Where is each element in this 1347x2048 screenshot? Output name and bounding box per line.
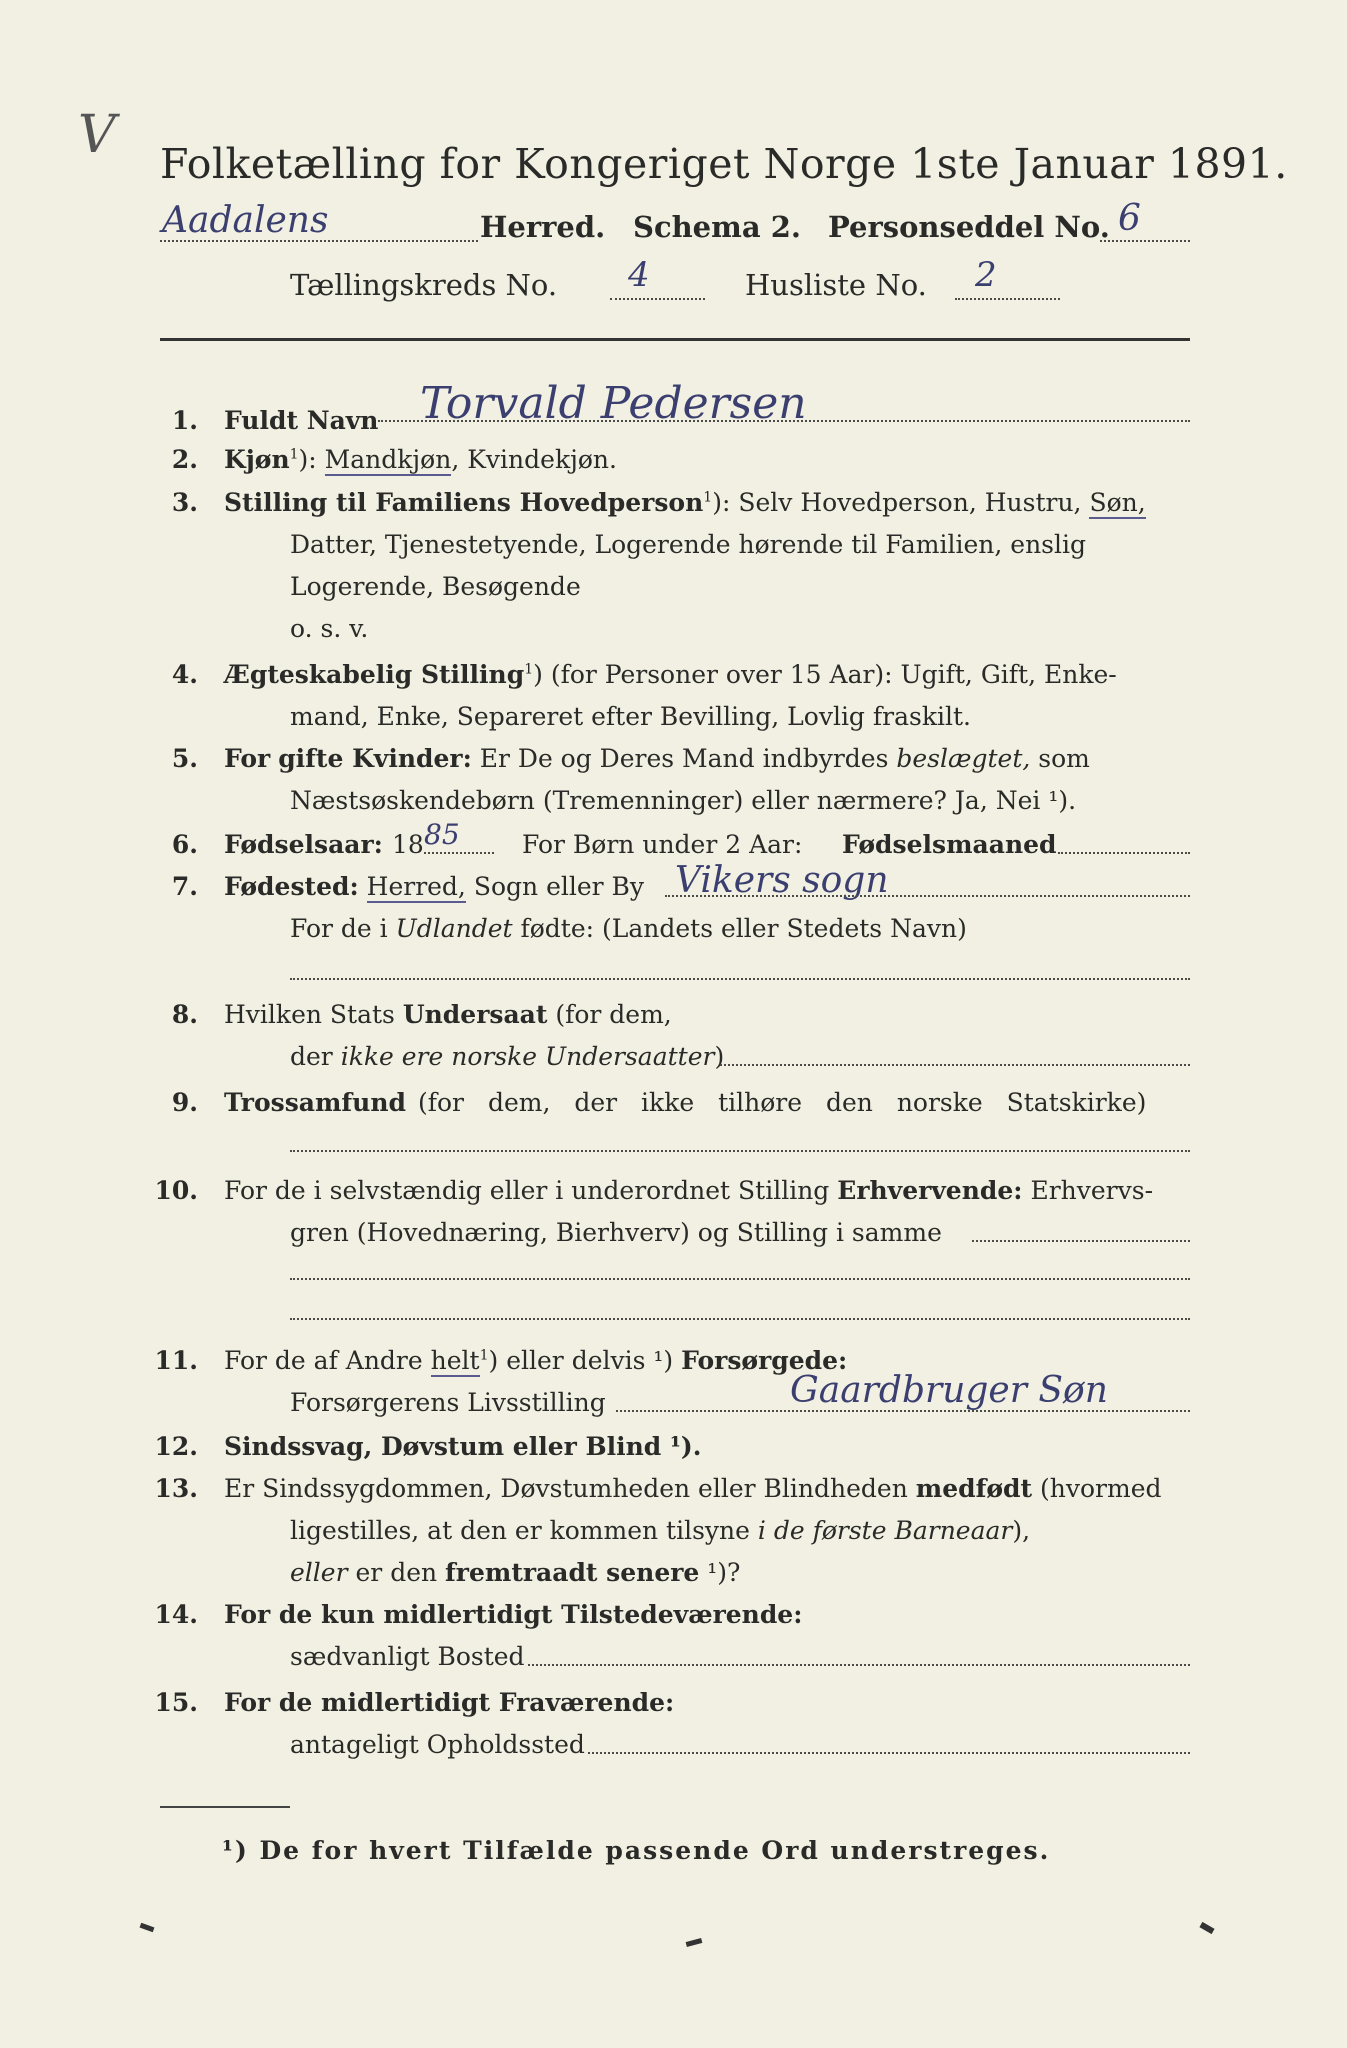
item-number-7: 7.: [171, 872, 198, 901]
q7-herred: Herred,: [366, 872, 466, 901]
q5-label-b: gifte Kvinder:: [278, 744, 472, 773]
q3-label: Stilling til Familiens Hovedperson: [224, 488, 704, 517]
q7-line2-italic: Udlandet: [395, 914, 513, 943]
q3-line4: o. s. v.: [290, 614, 369, 643]
q10-bold: Erhvervende:: [837, 1176, 1023, 1205]
q6-month-dotted-line: [1058, 852, 1190, 854]
item-number-5: 5.: [171, 744, 198, 773]
q11-provider-value: Gaardbruger Søn: [790, 1370, 1108, 1411]
item-number-12: 12.: [154, 1432, 198, 1461]
q7-line2-b: fødte: (Landets eller Stedets Navn): [520, 914, 967, 943]
q13-line2-a: ligestilles, at den er kommen tilsyne: [290, 1516, 750, 1545]
q13-line1-b: (hvormed: [1040, 1474, 1162, 1503]
q3-line2: Datter, Tjenestetyende, Logerende hørende til Familien, enslig: [290, 530, 1087, 559]
q13-line3-b: ¹)?: [707, 1558, 741, 1587]
item-number-9: 9.: [171, 1088, 198, 1117]
q9-dotted-line: [290, 1150, 1190, 1152]
personseddel-value: 6: [1118, 198, 1141, 239]
q8-line1-a: Hvilken Stats: [224, 1000, 395, 1029]
q7-birthplace-value: Vikers sogn: [675, 860, 889, 901]
item-number-11: 11.: [154, 1346, 198, 1375]
q4-line1-text: ) (for Personer over 15 Aar): Ugift, Gift, Enke-: [533, 660, 1117, 689]
q5-italic: beslægtet,: [896, 744, 1031, 773]
item-number-10: 10.: [154, 1176, 198, 1205]
item-number-2: 2.: [171, 445, 198, 474]
q12-text: Sindssvag, Døvstum eller Blind ¹).: [224, 1432, 702, 1461]
q13-line3-a: er den: [355, 1558, 438, 1587]
q8-line2: der ikke ere norske Undersaatter): [290, 1042, 725, 1071]
q7-label: Fødested:: [224, 872, 359, 901]
q11-line2: Forsørgerens Livsstilling: [290, 1388, 606, 1417]
q11-helt: helt: [430, 1346, 480, 1375]
q7-line1: [224, 872, 644, 901]
q15-dotted-line: [588, 1752, 1190, 1754]
q1-label: Fuldt Navn: [224, 406, 379, 435]
q7-rest: Sogn eller By: [473, 872, 645, 901]
item-number-1: 1.: [171, 406, 198, 435]
husliste-dotted-line: [955, 298, 1060, 300]
q6-year-value: 85: [424, 818, 460, 851]
q10-line1-text: For de i selvstændig eller i underordnet Stilling: [224, 1176, 830, 1205]
q5-end: som: [1038, 744, 1090, 773]
q6-end: Fødselsmaaned: [842, 830, 1057, 859]
kreds-label: Tællingskreds No.: [290, 268, 558, 302]
q13-line3-italic: eller: [290, 1558, 348, 1587]
q13-italic: i de første Barneaar: [757, 1516, 1013, 1545]
q11-line1: For de af Andre helt$^1$) eller delvis ¹) Forsørgede:: [224, 1346, 848, 1375]
q4-label: Ægteskabelig Stilling: [224, 660, 525, 689]
q1-dotted-line: [378, 420, 1190, 422]
q9-label: Trossamfund: [224, 1088, 407, 1117]
item-number-3: 3.: [171, 488, 198, 517]
q3-line3: Logerende, Besøgende: [290, 572, 581, 601]
q8-line2-a: der: [290, 1042, 333, 1071]
item-number-8: 8.: [171, 1000, 198, 1029]
q4-line2: mand, Enke, Separeret efter Bevilling, Lovlig fraskilt.: [290, 702, 971, 731]
q13-line1-a: Er Sindssygdommen, Døvstumheden eller Blindheden: [224, 1474, 908, 1503]
q13-line2-b: ),: [1012, 1516, 1031, 1545]
item-number-14: 14.: [154, 1600, 198, 1629]
kreds-value: 4: [628, 255, 650, 295]
q6-year-dotted-line: [424, 852, 494, 854]
paper-speck-3: [1199, 1922, 1214, 1934]
q15-line2: antageligt Opholdssted: [290, 1730, 585, 1759]
footnote: ¹) De for hvert Tilfælde passende Ord understreges.: [222, 1836, 1051, 1865]
q8-line1: [224, 1000, 672, 1029]
item-number-13: 13.: [154, 1474, 198, 1503]
q11-bold: Forsørgede:: [681, 1346, 848, 1375]
item-number-15: 15.: [154, 1688, 198, 1717]
herred-value: Aadalens: [162, 200, 329, 241]
q4-line1: Ægteskabelig Stilling$^1$) (for Personer over 15 Aar): Ugift, Gift, Enke-: [224, 660, 1117, 689]
q11-line1-a: For de af Andre: [224, 1346, 423, 1375]
husliste-label: Husliste No.: [745, 268, 927, 302]
q6-prefix: 18: [392, 830, 424, 859]
q2-option-mandkjon: Mandkjøn: [324, 445, 452, 474]
q8-line1-b: Undersaat: [402, 1000, 548, 1029]
q3-line1-text: ): Selv Hovedperson, Hustru,: [712, 488, 1082, 517]
footnote-rule: [160, 1806, 290, 1808]
q8-dotted-line: [720, 1064, 1190, 1066]
q6-label: Fødselsaar:: [224, 830, 383, 859]
q2-label: Kjøn: [224, 445, 290, 474]
q11-line1-b: ) eller delvis ¹): [488, 1346, 674, 1375]
personseddel-dotted-line: [1100, 240, 1190, 242]
herred-dotted-line: [160, 240, 478, 242]
personseddel-label: Personseddel No.: [828, 210, 1110, 244]
q2-line: Kjøn$^1$): Mandkjøn, Kvindekjøn.: [224, 445, 617, 474]
husliste-value: 2: [975, 255, 997, 295]
schema-label: Schema 2.: [633, 210, 801, 244]
item-number-4: 4.: [171, 660, 198, 689]
q10-line1: [224, 1176, 1153, 1205]
form-title: Folketælling for Kongeriget Norge 1ste Januar 1891.: [160, 140, 1288, 188]
q10-line2: gren (Hovednæring, Bierhverv) og Stilling i samme: [290, 1218, 942, 1247]
q5-line1-text: Er De og Deres Mand indbyrdes: [479, 744, 889, 773]
q11-dotted-line: [616, 1410, 1190, 1412]
q13-line2: [290, 1516, 1030, 1545]
q10-dotted-line-1: [972, 1240, 1190, 1242]
corner-mark: V: [78, 105, 116, 165]
q13-line1: [224, 1474, 1162, 1503]
q1-name-value: Torvald Pedersen: [420, 378, 807, 429]
paper-speck-1: [140, 1923, 155, 1932]
q14-dotted-line: [528, 1664, 1190, 1666]
q14-line2: sædvanligt Bosted: [290, 1642, 525, 1671]
q13-line3-bold: fremtraadt senere: [445, 1558, 700, 1587]
q14-line1: For de kun midlertidigt Tilstedeværende:: [224, 1600, 803, 1629]
q9-text: (for dem, der ikke tilhøre den norske Statskirke): [418, 1088, 1147, 1117]
q5-line2: Næstsøskendebørn (Tremenninger) eller nærmere? Ja, Nei ¹).: [290, 786, 1077, 815]
herred-label: Herred.: [480, 210, 606, 244]
q10-end: Erhvervs-: [1030, 1176, 1154, 1205]
paper-speck-2: [686, 1938, 703, 1947]
kreds-dotted-line: [610, 298, 705, 300]
q10-dotted-line-2: [290, 1278, 1190, 1280]
item-number-6: 6.: [171, 830, 198, 859]
q8-line1-c: (for dem,: [555, 1000, 672, 1029]
q7-line2: [290, 914, 967, 943]
q5-label-a: For: [224, 744, 271, 773]
q7-dotted-line: [665, 895, 1190, 897]
q6-mid: For Børn under 2 Aar:: [522, 830, 803, 859]
q2-sup: 1: [289, 446, 299, 463]
q3-line1: Stilling til Familiens Hovedperson$^1$): Selv Hovedperson, Hustru, Søn,: [224, 488, 1146, 517]
q3-option-son: Søn,: [1089, 488, 1146, 517]
q7-line2-a: For de i: [290, 914, 388, 943]
q5-line1: [224, 744, 1090, 773]
q15-line1: For de midlertidigt Fraværende:: [224, 1688, 675, 1717]
q8-line2-italic: ikke ere norske Undersaatter: [340, 1042, 715, 1071]
header-rule: [160, 338, 1190, 341]
q10-dotted-line-3: [290, 1318, 1190, 1320]
q7-dotted-line-2: [290, 978, 1190, 980]
q2-option-kvindekjon: Kvindekjøn.: [467, 445, 617, 474]
q13-bold: medfødt: [915, 1474, 1033, 1503]
q13-line3: [290, 1558, 740, 1587]
